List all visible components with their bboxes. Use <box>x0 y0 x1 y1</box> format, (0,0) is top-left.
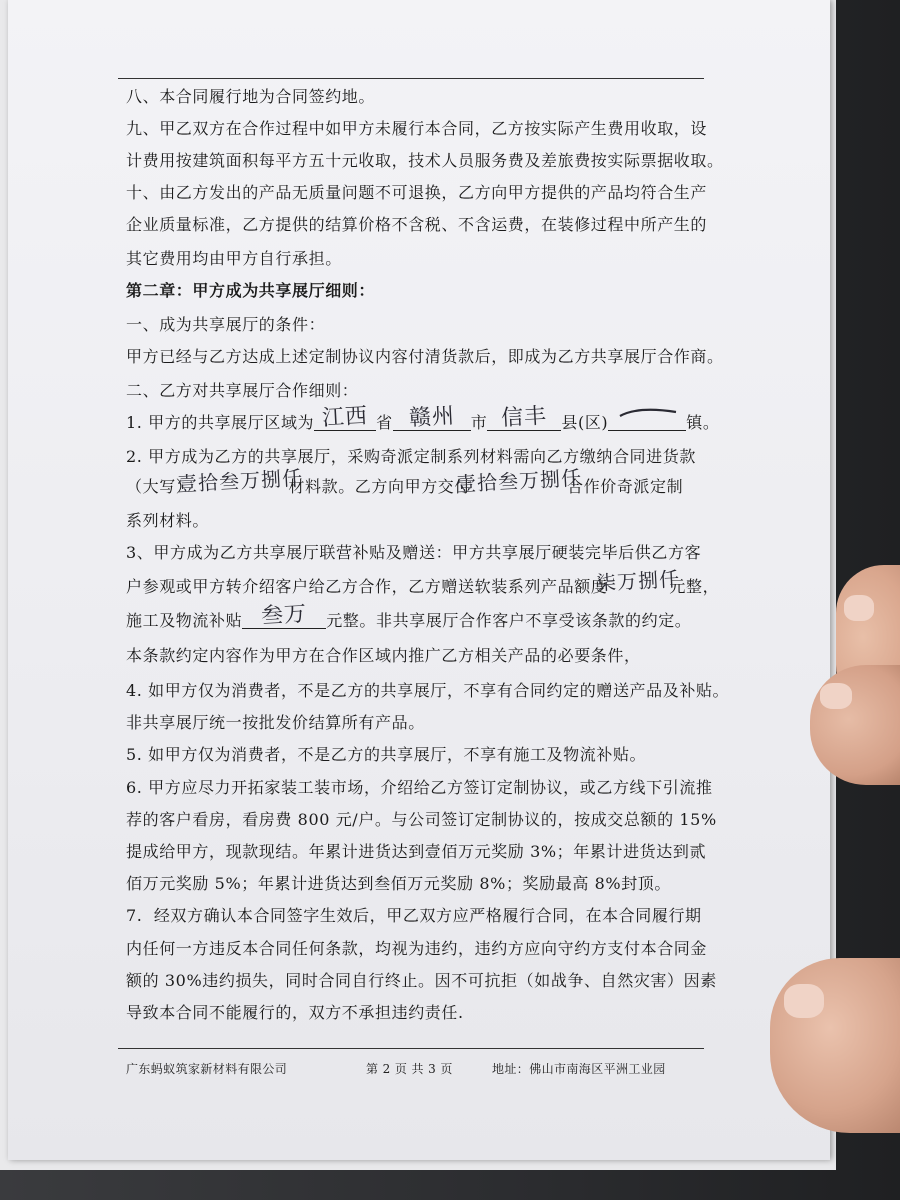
clause-8: 八、本合同履行地为合同签约地。 <box>126 87 376 106</box>
item-2-line-2 <box>126 465 684 497</box>
contract-page <box>8 0 830 1160</box>
section-1-heading: 一、成为共享展厅的条件： <box>126 315 326 334</box>
item-2-pre: （大写） <box>126 477 193 496</box>
amount-1-blank <box>176 465 305 497</box>
item-6-line-4: 佰万元奖励 5%；年累计进货达到叁佰万元奖励 8%；奖励最高 8%封顶。 <box>126 874 672 893</box>
subsidy-handwritten: 叁万 <box>260 601 308 630</box>
item-7-line-3: 额的 30%违约损失，同时合同自行终止。因不可抗拒（如战争、自然灾害）因素 <box>126 971 717 990</box>
item-1-xian: 县(区) <box>561 413 609 432</box>
province-blank <box>314 403 376 432</box>
gift-blank <box>595 566 682 596</box>
chapter-2-heading: 第二章：甲方成为共享展厅细则： <box>126 281 376 300</box>
item-1-sheng: 省 <box>376 413 393 432</box>
item-3-post: 元整， <box>669 577 720 596</box>
item-1-prefix: 1. 甲方的共享展厅区域为 <box>126 413 315 432</box>
city-blank <box>393 403 471 432</box>
item-3-line-1: 3、甲方成为乙方共享展厅联营补贴及赠送：甲方共享展厅硬装完毕后供乙方客 <box>126 543 702 562</box>
item-6-line-1: 6. 甲方应尽力开拓家装工装市场，介绍给乙方签订定制协议，或乙方线下引流推 <box>126 778 713 797</box>
item-1-shi: 市 <box>470 413 488 432</box>
item-4-line-2: 非共享展厅统一按批发价结算所有产品。 <box>126 713 425 732</box>
item-3-line-4: 本条款约定内容作为甲方在合作区域内推广乙方相关产品的必要条件， <box>126 646 641 665</box>
item-4-line-1: 4. 如甲方仅为消费者，不是乙方的共享展厅，不享有合同约定的赠送产品及补贴。 <box>126 681 730 700</box>
item-1-line <box>126 403 720 433</box>
item-7-line-1: 7. 经双方确认本合同签字生效后，甲乙双方应严格履行合同，在本合同履行期 <box>126 906 702 925</box>
item-2-line-3: 系列材料。 <box>126 511 210 530</box>
section-1-text: 甲方已经与乙方达成上述定制协议内容付清货款后，即成为乙方共享展厅合作商。 <box>126 347 724 366</box>
clause-9-line-1: 九、甲乙双方在合作过程中如甲方未履行本合同，乙方按实际产生费用收取，设 <box>126 119 708 138</box>
county-handwritten: 信丰 <box>500 403 549 432</box>
item-1-zhen: 镇。 <box>686 413 720 432</box>
item-7-line-4: 导致本合同不能履行的，双方不承担违约责任. <box>126 1003 464 1022</box>
gift-handwritten: 柒万捌仟 <box>595 566 682 596</box>
item-2-line-1: 2. 甲方成为乙方的共享展厅，采购奇派定制系列材料需向乙方缴纳合同进货款 <box>126 447 696 466</box>
clause-10-line-3: 其它费用均由甲方自行承担。 <box>126 249 342 268</box>
item-6-line-2: 荐的客户看房，看房费 800 元/户。与公司签订定制协议的，按成交总额的 15% <box>126 810 717 829</box>
item-3-line-3 <box>126 601 692 631</box>
item-2-mid: 材料款。乙方向甲方交付 <box>288 477 472 496</box>
item-2-post: 合作价奇派定制 <box>567 477 684 496</box>
footer-rule <box>118 1048 704 1049</box>
clause-10-line-2: 企业质量标准，乙方提供的结算价格不含税、不含运费，在装修过程中所产生的 <box>126 215 708 234</box>
footer-address: 地址：佛山市南海区平洲工业园 <box>492 1062 666 1076</box>
item-3-line-2 <box>126 566 720 597</box>
clause-9-line-2: 计费用按建筑面积每平方五十元收取，技术人员服务费及差旅费按实际票据收取。 <box>126 151 724 170</box>
amount-2-blank <box>455 465 583 497</box>
subsidy-blank <box>242 601 326 630</box>
city-handwritten: 赣州 <box>408 403 456 432</box>
item-7-line-2: 内任何一方违反本合同任何条款，均视为违约，违约方应向守约方支付本合同金 <box>126 939 708 958</box>
footer-page-number: 第 2 页 共 3 页 <box>366 1062 453 1076</box>
amount-1-handwritten: 壹拾叁万捌仟 <box>176 465 305 497</box>
section-2-heading: 二、乙方对共享展厅合作细则： <box>126 381 359 400</box>
item-5: 5. 如甲方仅为消费者，不是乙方的共享展厅，不享有施工及物流补贴。 <box>126 745 647 764</box>
amount-2-handwritten: 壹拾叁万捌仟 <box>455 465 583 497</box>
province-handwritten: 江西 <box>321 403 369 432</box>
item-3-sub-pre: 施工及物流补贴 <box>126 611 243 630</box>
header-rule <box>118 78 704 79</box>
county-blank <box>487 403 561 432</box>
footer-company: 广东蚂蚁筑家新材料有限公司 <box>126 1062 288 1076</box>
town-blank <box>608 412 686 431</box>
handwritten-dash-mark <box>618 406 678 420</box>
item-3-sub-post: 元整。非共享展厅合作客户不享受该条款的约定。 <box>326 611 692 630</box>
item-3-pre: 户参观或甲方转介绍客户给乙方合作，乙方赠送软装系列产品额度 <box>126 577 608 596</box>
item-6-line-3: 提成给甲方，现款现结。年累计进货达到壹佰万元奖励 3%；年累计进货达到贰 <box>126 842 707 861</box>
clause-10-line-1: 十、由乙方发出的产品无质量问题不可退换，乙方向甲方提供的产品均符合生产 <box>126 183 708 202</box>
